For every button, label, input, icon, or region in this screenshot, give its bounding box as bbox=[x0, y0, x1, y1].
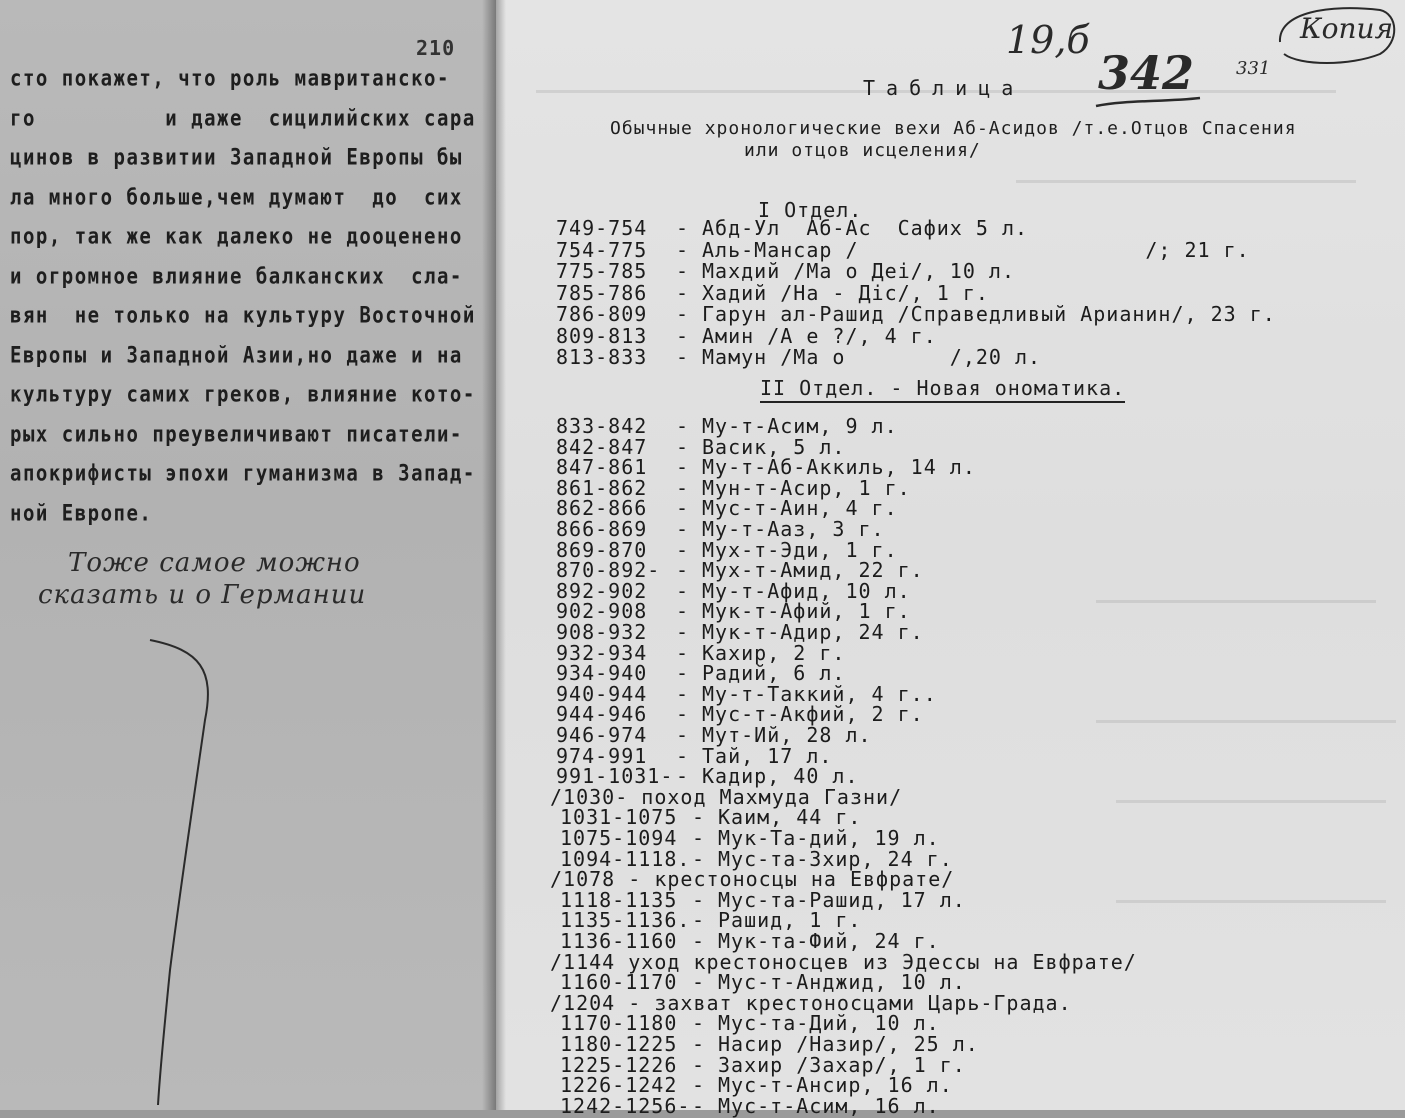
body-text-line: апокрифисты эпохи гуманизма в Запад- bbox=[10, 461, 476, 487]
handwritten-note-line: Тоже самое можно bbox=[68, 548, 361, 578]
year-range: 1225-1226 bbox=[560, 1052, 678, 1077]
table-row bbox=[556, 744, 832, 766]
table-row bbox=[560, 847, 953, 869]
year-range: 1170-1180 bbox=[560, 1011, 678, 1036]
table-row bbox=[560, 826, 940, 848]
table-row bbox=[556, 558, 924, 583]
ruler-entry: Хадий /На - Діс/, 1 г. bbox=[702, 280, 989, 305]
year-range: 870-892- bbox=[556, 558, 661, 583]
historical-event-note: /1204 - захват крестоносцами Царь-Града. bbox=[550, 990, 1072, 1015]
year-range: 908-932 bbox=[556, 620, 648, 644]
ruler-entry: Мамун /Ма о /,20 л. bbox=[702, 345, 1042, 369]
year-range: 944-946 bbox=[556, 702, 648, 727]
row-dash: - bbox=[692, 1093, 719, 1118]
row-dash: - bbox=[676, 537, 703, 562]
ruler-entry: Мун-т-Асир, 1 г. bbox=[702, 475, 911, 500]
year-range: 775-785 bbox=[556, 259, 648, 283]
handwritten-stroke-mark bbox=[140, 630, 230, 1110]
archive-number-underline bbox=[1094, 96, 1204, 112]
ruler-entry: Кадир, 40 л. bbox=[702, 764, 859, 789]
body-text-line: цинов в развитии Западной Европы бы bbox=[10, 145, 463, 171]
table-row bbox=[556, 764, 859, 789]
row-dash: - bbox=[676, 661, 703, 686]
row-dash: - bbox=[676, 723, 703, 747]
row-dash: - bbox=[676, 475, 703, 500]
year-range: 749-754 bbox=[556, 216, 648, 240]
table-row bbox=[556, 496, 898, 521]
table-title: Таблица bbox=[863, 76, 1025, 100]
row-dash: - bbox=[676, 414, 703, 438]
table-row bbox=[556, 517, 885, 539]
year-range: 1031-1075 bbox=[560, 805, 678, 830]
left-page bbox=[0, 0, 496, 1110]
body-text-line: ной Европе. bbox=[10, 500, 153, 526]
table-subtitle-line: Обычные хронологические вехи Аб-Асидов /т.е.Отцов Спасения bbox=[610, 118, 1297, 139]
year-range: 862-866 bbox=[556, 496, 648, 521]
ruler-entry: Мух-т-Амид, 22 г. bbox=[702, 558, 924, 583]
year-range: 1242-1256- bbox=[560, 1093, 691, 1118]
table-row bbox=[560, 1073, 953, 1098]
year-range: 842-847 bbox=[556, 434, 648, 459]
table-row bbox=[556, 476, 911, 498]
table-row bbox=[556, 345, 1041, 367]
row-dash: - bbox=[676, 517, 703, 541]
row-dash: - bbox=[676, 620, 703, 644]
small-page-mark: 331 bbox=[1236, 58, 1271, 79]
row-dash: - bbox=[676, 302, 703, 326]
year-range: 869-870 bbox=[556, 537, 648, 562]
archive-number-mark: 342 bbox=[1098, 46, 1195, 100]
ruler-entry: Мус-та-Рашид, 17 л. bbox=[718, 887, 966, 912]
row-dash: - bbox=[676, 237, 703, 262]
ruler-entry: Мус-т-Ансир, 16 л. bbox=[718, 1073, 953, 1098]
table-row bbox=[556, 620, 924, 642]
section-1-heading: I Отдел. bbox=[758, 198, 863, 222]
table-row bbox=[560, 1032, 979, 1054]
ruler-entry: Гарун ал-Рашид /Справедливый Арианин/, 23 г. bbox=[702, 302, 1276, 326]
table-row bbox=[556, 579, 911, 601]
ruler-entry: Му-т-Аб-Аккиль, 14 л. bbox=[702, 455, 976, 480]
body-text-line: рых сильно преувеличивают писатели- bbox=[10, 421, 463, 447]
year-range: 785-786 bbox=[556, 280, 648, 305]
ruler-entry: Каим, 44 г. bbox=[718, 805, 862, 830]
row-dash: - bbox=[692, 1011, 719, 1036]
ruler-entry: Радий, 6 л. bbox=[702, 661, 846, 686]
ruler-entry: Мус-т-Анджид, 10 л. bbox=[718, 970, 966, 995]
table-row bbox=[556, 414, 898, 436]
table-row bbox=[556, 723, 872, 745]
table-row bbox=[556, 302, 1276, 324]
row-dash: - bbox=[676, 323, 703, 348]
row-dash: - bbox=[692, 846, 719, 871]
table-row bbox=[560, 805, 862, 830]
table-row bbox=[560, 908, 862, 933]
ruler-entry: Мук-т-Афий, 1 г. bbox=[702, 599, 911, 624]
body-text-line: культуру самих греков, влияние кото- bbox=[10, 382, 476, 408]
table-row bbox=[556, 538, 898, 560]
ruler-entry: Мух-т-Эди, 1 г. bbox=[702, 537, 898, 562]
body-text-line: ла много больше,чем думают до сих bbox=[10, 184, 463, 210]
year-range: 1118-1135 bbox=[560, 887, 678, 912]
ruler-entry: Мус-т-Акфий, 2 г. bbox=[702, 702, 924, 727]
body-text-line: го и даже сицилийских сара bbox=[10, 105, 476, 131]
year-range: 813-833 bbox=[556, 345, 648, 369]
table-row bbox=[556, 281, 989, 303]
year-range: 991-1031- bbox=[556, 764, 674, 789]
copy-corner-mark: Копия bbox=[1300, 12, 1394, 45]
ruler-entry: Рашид, 1 г. bbox=[718, 908, 862, 933]
section-2-heading bbox=[760, 376, 1125, 400]
ruler-entry: Васик, 5 л. bbox=[702, 434, 846, 459]
table-row bbox=[556, 216, 1028, 238]
row-dash: - bbox=[676, 743, 703, 768]
year-range: 1094-1118. bbox=[560, 846, 691, 871]
table-row bbox=[556, 682, 937, 704]
year-range: 866-869 bbox=[556, 517, 648, 541]
year-range: 1160-1170 bbox=[560, 970, 678, 995]
bleed-through-line bbox=[1116, 800, 1386, 803]
year-range: 1135-1136. bbox=[560, 908, 691, 933]
ruler-entry: Му-т-Ааз, 3 г. bbox=[702, 517, 885, 541]
row-dash: - bbox=[676, 599, 703, 624]
ruler-entry: Махдий /Ма о Деі/, 10 л. bbox=[702, 259, 1015, 283]
year-range: 833-842 bbox=[556, 414, 648, 438]
row-dash: - bbox=[676, 259, 703, 283]
year-range: 1075-1094 bbox=[560, 826, 678, 850]
table-row bbox=[556, 599, 911, 624]
row-dash: - bbox=[692, 970, 719, 995]
table-row bbox=[556, 259, 1015, 281]
row-dash: - bbox=[676, 681, 703, 706]
row-dash: - bbox=[692, 1073, 719, 1098]
table-row bbox=[560, 1094, 940, 1116]
historical-event-note: /1078 - крестоносцы на Евфрате/ bbox=[550, 867, 955, 892]
row-dash: - bbox=[676, 496, 703, 521]
ruler-entry: Мук-т-Адир, 24 г. bbox=[702, 620, 924, 644]
body-text-line: Европы и Западной Азии,но даже и на bbox=[10, 342, 463, 368]
historical-event-note: /1030- поход Махмуда Газни/ bbox=[550, 784, 903, 809]
year-range: 754-775 bbox=[556, 237, 648, 262]
row-dash: - bbox=[676, 640, 703, 665]
row-dash: - bbox=[676, 345, 703, 369]
row-dash: - bbox=[676, 216, 703, 240]
year-range: 847-861 bbox=[556, 455, 648, 480]
year-range: 1180-1225 bbox=[560, 1032, 678, 1056]
ruler-entry: Му-т-Асим, 9 л. bbox=[702, 414, 898, 438]
row-dash: - bbox=[676, 578, 703, 603]
ruler-entry: Тай, 17 л. bbox=[702, 743, 833, 768]
year-range: 974-991 bbox=[556, 743, 648, 768]
body-text-line: пор, так же как далеко не дооценено bbox=[10, 224, 463, 250]
row-dash: - bbox=[676, 558, 703, 583]
table-subtitle-line: или отцов исцеления/ bbox=[744, 140, 981, 161]
folio-mark: 19,б bbox=[1006, 18, 1090, 62]
table-row bbox=[560, 1011, 940, 1036]
row-dash: - bbox=[692, 826, 719, 850]
row-dash: - bbox=[692, 929, 719, 953]
ruler-entry: Абд-Ул Аб-Ас Сафих 5 л. bbox=[702, 216, 1029, 240]
ruler-entry: Му-т-Таккий, 4 г.. bbox=[702, 681, 937, 706]
ruler-entry: Му-т-Афид, 10 л. bbox=[702, 578, 911, 603]
row-dash: - bbox=[676, 434, 703, 459]
table-row bbox=[556, 238, 1250, 260]
bleed-through-line bbox=[1116, 900, 1386, 903]
row-dash: - bbox=[692, 887, 719, 912]
historical-event-note: /1144 уход крестоносцев из Эдессы на Евфрате/ bbox=[550, 949, 1137, 974]
table-row bbox=[556, 661, 846, 686]
page-number: 210 bbox=[416, 36, 456, 60]
row-dash: - bbox=[692, 805, 719, 830]
row-dash: - bbox=[676, 702, 703, 727]
table-row bbox=[560, 1053, 966, 1075]
row-dash: - bbox=[676, 280, 703, 305]
ruler-entry: Захир /Захар/, 1 г. bbox=[718, 1052, 966, 1077]
table-row bbox=[560, 970, 966, 995]
year-range: 861-862 bbox=[556, 475, 648, 500]
handwritten-note-line: сказать и о Германии bbox=[38, 580, 367, 610]
row-dash: - bbox=[692, 908, 719, 933]
year-range: 1226-1242 bbox=[560, 1073, 678, 1098]
row-dash: - bbox=[692, 1052, 719, 1077]
bleed-through-line bbox=[1016, 180, 1356, 183]
table-row bbox=[556, 641, 845, 663]
ruler-entry: Мук-та-Фий, 24 г. bbox=[718, 929, 940, 953]
table-row bbox=[556, 324, 937, 346]
year-range: 892-902 bbox=[556, 578, 648, 603]
table-row bbox=[556, 702, 924, 727]
ruler-entry: Мус-та-Дий, 10 л. bbox=[718, 1011, 940, 1036]
section-2-heading-text: II Отдел. - Новая ономатика. bbox=[760, 376, 1125, 403]
row-dash: - bbox=[676, 455, 703, 480]
year-range: 1136-1160 bbox=[560, 929, 678, 953]
year-range: 932-934 bbox=[556, 640, 648, 665]
table-row bbox=[560, 929, 940, 951]
body-text-line: сто покажет, что роль мавританско- bbox=[10, 66, 450, 92]
ruler-entry: Кахир, 2 г. bbox=[702, 640, 846, 665]
year-range: 786-809 bbox=[556, 302, 648, 326]
ruler-entry: Аль-Мансар / /; 21 г. bbox=[702, 237, 1250, 262]
bleed-through-line bbox=[1096, 600, 1376, 603]
year-range: 902-908 bbox=[556, 599, 648, 624]
row-dash: - bbox=[692, 1032, 719, 1056]
body-text-line: вян не только на культуру Восточной bbox=[10, 303, 476, 329]
ruler-entry: Мус-т-Асим, 16 л. bbox=[718, 1093, 940, 1118]
ruler-entry: Мус-та-Зхир, 24 г. bbox=[718, 846, 953, 871]
body-text-line: и огромное влияние балканских сла- bbox=[10, 263, 463, 289]
year-range: 940-944 bbox=[556, 681, 648, 706]
year-range: 809-813 bbox=[556, 323, 648, 348]
ruler-entry: Мут-Ий, 28 л. bbox=[702, 723, 872, 747]
copy-circle-mark bbox=[1270, 2, 1402, 72]
ruler-entry: Насир /Назир/, 25 л. bbox=[718, 1032, 979, 1056]
table-row bbox=[560, 888, 966, 910]
ruler-entry: Амин /А е ?/, 4 г. bbox=[702, 323, 937, 348]
ruler-entry: Мук-Та-дий, 19 л. bbox=[718, 826, 940, 850]
year-range: 934-940 bbox=[556, 661, 648, 686]
row-dash: - bbox=[676, 764, 703, 789]
table-row bbox=[556, 455, 976, 480]
year-range: 946-974 bbox=[556, 723, 648, 747]
bleed-through-line bbox=[1096, 720, 1396, 723]
ruler-entry: Мус-т-Аин, 4 г. bbox=[702, 496, 898, 521]
table-row bbox=[556, 435, 845, 457]
